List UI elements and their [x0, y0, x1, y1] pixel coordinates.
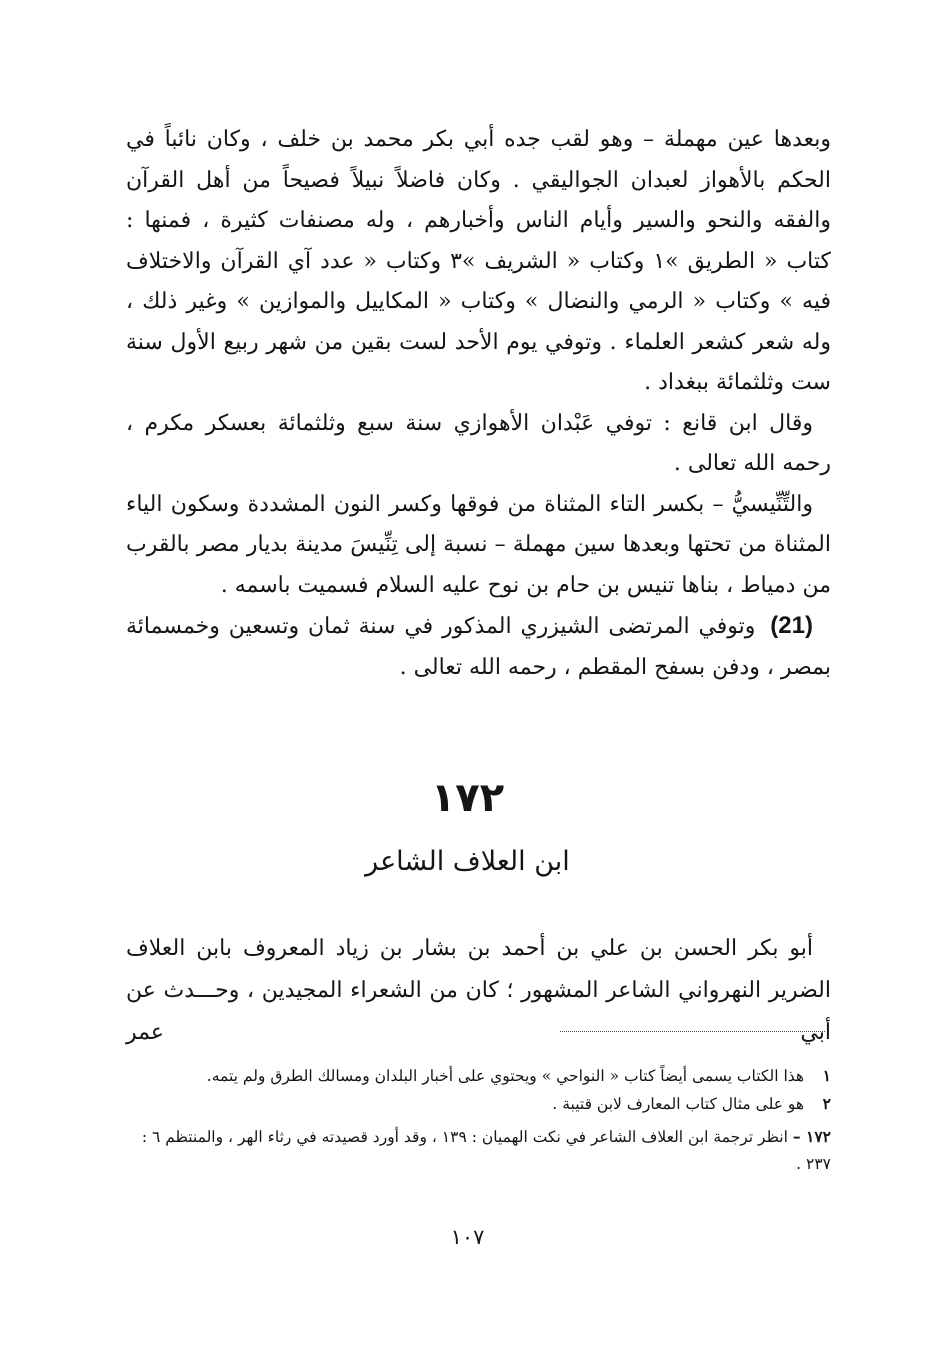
- footnote-172: [126, 1123, 831, 1178]
- footnote-divider: [560, 1031, 825, 1032]
- entry-paragraph: أبو بكر الحسن بن علي بن أحمد بن بشار بن زياد المعروف بابن العلاف الضرير النهرواني الشاعر المشهور ؛ كان من الشعراء المجيدين ، وحـــدث عن أبي عمر: [126, 936, 831, 1045]
- footnote-172-text: انظر ترجمة ابن العلاف الشاعر في نكت الهميان : ١٣٩ ، وقد أورد قصيدته في رثاء الهر ، والمنتظم ٦ : ٢٣٧ .: [141, 1128, 831, 1173]
- entry-number: ١٧٢: [430, 775, 505, 821]
- editor-marginal-number: (21): [770, 612, 813, 639]
- entry-title: ابن العلاف الشاعر: [365, 846, 570, 877]
- paragraph-3-text: والتِّنِّيسيُّ – بكسر التاء المثناة من فوقها وكسر النون المشددة وسكون الياء المثناة من تحتها وبعدها سين مهملة – نسبة إلى تِنِّيسَ مدينة بديار مصر بالقرب من دمياط ، بناها تنيس بن حام بن نوح عليه السلام فسميت باسمه .: [126, 491, 831, 598]
- footnote-1-number: ١: [822, 1066, 831, 1085]
- footnote-2: [126, 1090, 831, 1118]
- footnote-2-number: ٢: [822, 1094, 831, 1113]
- body-text: [126, 120, 831, 688]
- paragraph-2-text: وقال ابن قانع : توفي عَبْدان الأهوازي سنة سبع وثلثمائة بعسكر مكرم ، رحمه الله تعالى .: [126, 410, 831, 476]
- paragraph-3: [126, 485, 831, 607]
- paragraph-4-text: وتوفي المرتضى الشيزري المذكور في سنة ثمان وتسعين وخمسمائة بمصر ، ودفن بسفح المقطم ، رحمه الله تعالى .: [126, 614, 831, 680]
- footnote-172-number: ١٧٢ –: [792, 1127, 831, 1146]
- paragraph-2: [126, 404, 831, 485]
- entry-body: [126, 928, 831, 1054]
- footnote-1: [126, 1062, 831, 1090]
- footnote-2-text: هو على مثال كتاب المعارف لابن قتيبة .: [552, 1095, 805, 1113]
- footnotes: [126, 1062, 831, 1178]
- page-number: ١٠٧: [450, 1225, 485, 1249]
- footnote-1-text: هذا الكتاب يسمى أيضاً كتاب « النواحي » ويحتوي على أخبار البلدان ومسالك الطرق ولم يتمه.: [206, 1067, 805, 1085]
- paragraph-4: [126, 606, 831, 688]
- paragraph-1: وبعدها عين مهملة – وهو لقب جده أبي بكر محمد بن خلف ، وكان نائباً في الحكم بالأهواز لعبدان الجواليقي . وكان فاضلاً نبيلاً فصيحاً من أهل القرآن والفقه والنحو والسير وأيام الناس وأخبارهم ، وله مصنفات كثيرة ، فمنها : كتاب « الطريق »١ وكتاب « الشريف »٣ وكتاب « عدد آي القرآن والاختلاف فيه » وكتاب « الرمي والنضال » وكتاب « المكاييل والموازين » وغير ذلك ، وله شعر كشعر العلماء . وتوفي يوم الأحد لست بقين من شهر ربيع الأول سنة ست وثلثمائة ببغداد .: [126, 127, 831, 395]
